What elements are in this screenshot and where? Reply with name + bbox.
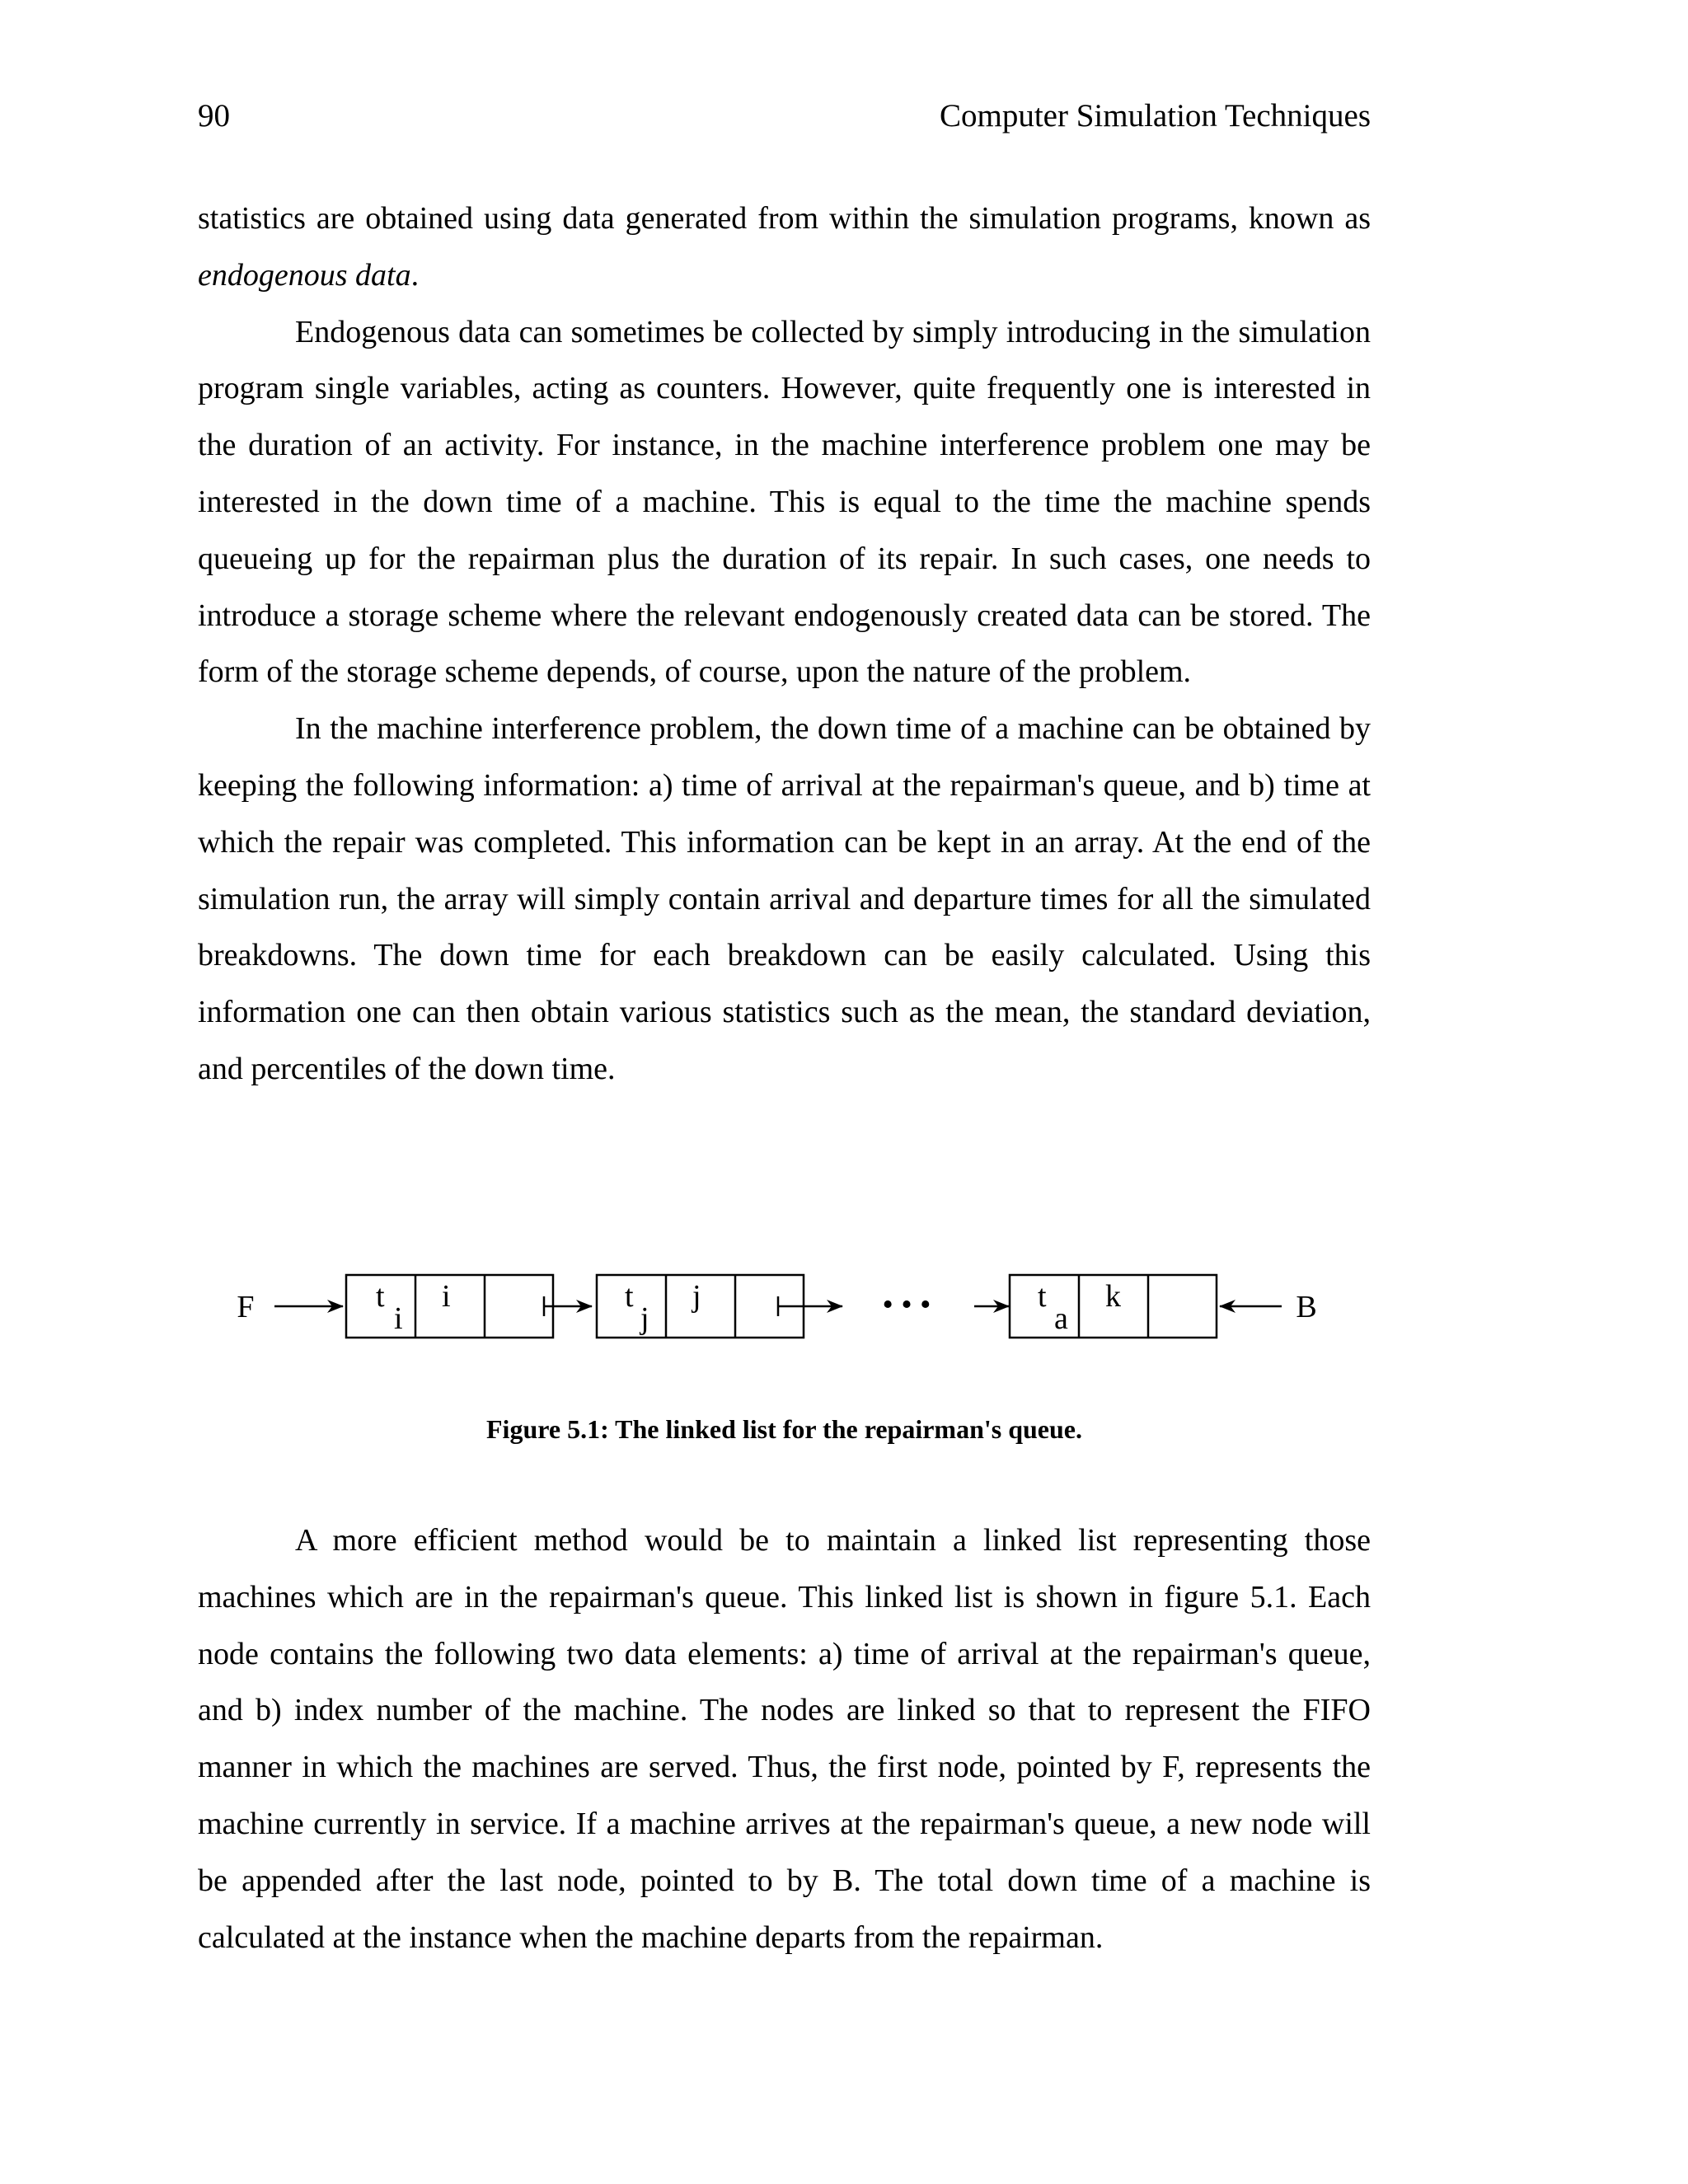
figure-caption: Figure 5.1: The linked list for the repairman's queue. [486, 1414, 1082, 1444]
machine-index: k [1105, 1279, 1121, 1314]
linked-list-diagram [198, 1244, 1371, 1393]
endogenous-data-term: endogenous data [198, 257, 411, 293]
machine-index: i [442, 1279, 451, 1314]
paragraph-down-time: In the machine interference problem, the down time of a machine can be obtained by keeping the following information: a) time of arrival at the repairman's queue, and b) time at which the repair was completed. This information can be kept in an array. At the end of the simulation run, the array will simply contain arrival and departure times for all the simulated breakdowns. The down time for each breakdown can be easily calculated. Using this information one can then obtain various statistics such as the mean, the standard deviation, and percentiles of the down time. [198, 711, 1371, 1086]
front-pointer-label: F [237, 1290, 255, 1324]
paragraph-period: . [410, 257, 420, 293]
body-text-lower [198, 1512, 1371, 1966]
paragraph-endogenous-data: Endogenous data can sometimes be collected by simply introducing in the simulation program single variables, acting as counters. However, quite frequently one is interested in the duration of an activity. For instance, in the machine interference problem one may be interested in the down time of a machine. This is equal to the time the machine spends queueing up for the repairman plus the duration of its repair. In such cases, one needs to introduce a storage scheme where the relevant endogenously created data can be stored. The form of the storage scheme depends, of course, upon the nature of the problem. [198, 314, 1371, 690]
list-continuation-ellipsis: • • • [882, 1287, 931, 1322]
body-text-upper [198, 190, 1371, 1098]
paragraph-linked-list: A more efficient method would be to maintain a linked list representing those machines which are in the repairman's queue. This linked list is shown in figure 5.1. Each node contains the following two data elements: a) time of arrival at the repairman's queue, and b) index number of the machine. The nodes are linked so that to represent the FIFO manner in which the machines are served. Thus, the first node, pointed by F, represents the machine currently in service. If a machine arrives at the repairman's queue, a new node will be appended after the last node, pointed to by B. The total down time of a machine is calculated at the instance when the machine departs from the repairman. [198, 1523, 1371, 1955]
back-pointer-label: B [1296, 1290, 1317, 1324]
arrival-time-base: t [376, 1279, 385, 1314]
machine-index: j [692, 1279, 701, 1314]
arrival-time-subscript: j [640, 1301, 649, 1336]
arrival-time-subscript: i [394, 1301, 403, 1336]
page-number: 90 [198, 98, 230, 134]
linked-list-figure [198, 1244, 1371, 1393]
arrival-time-subscript: a [1054, 1301, 1068, 1336]
linked-list-node [1010, 1275, 1217, 1338]
arrival-time-base: t [1038, 1279, 1047, 1314]
paragraph-continuation [198, 190, 1371, 304]
paragraph-text: statistics are obtained using data generated from within the simulation programs, known as [198, 201, 1371, 236]
linked-list-node [346, 1275, 553, 1338]
arrival-time-base: t [625, 1279, 634, 1314]
running-title: Computer Simulation Techniques [940, 98, 1371, 134]
linked-list-node [597, 1275, 804, 1338]
